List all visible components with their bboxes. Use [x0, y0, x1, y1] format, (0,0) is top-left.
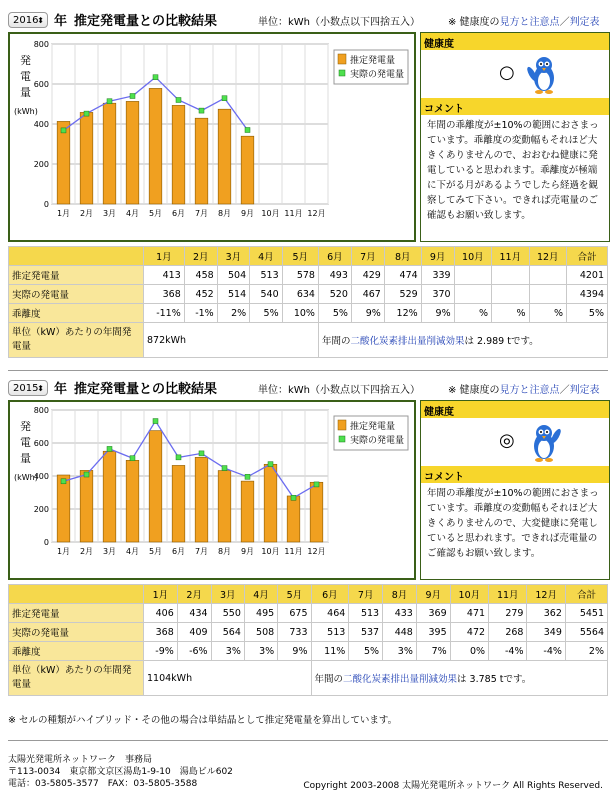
- x-tick-label: 10月: [261, 547, 280, 556]
- table-cell: 513: [311, 623, 349, 642]
- table-cell: 493: [318, 266, 351, 285]
- month-header: 7月: [351, 247, 384, 266]
- legend-swatch-bar: [338, 420, 346, 430]
- unit-note: 単位：kWh（小数点以下四捨五入）: [258, 17, 421, 28]
- year-select[interactable]: [8, 12, 48, 28]
- penguin-icon: [527, 422, 561, 462]
- table-cell: 634: [282, 285, 318, 304]
- month-header: 5月: [282, 247, 318, 266]
- data-point: [199, 108, 204, 113]
- table-row: [9, 285, 608, 304]
- table-cell: 474: [384, 266, 421, 285]
- month-header: 1月: [144, 585, 178, 604]
- table-cell: [454, 285, 491, 304]
- table-cell: 458: [184, 266, 217, 285]
- x-tick-label: 1月: [56, 209, 71, 218]
- health-link-prefix: ※ 健康度の: [448, 385, 500, 396]
- health-link-prefix: ※ 健康度の: [448, 17, 500, 28]
- x-tick-label: 9月: [240, 547, 255, 556]
- x-tick-label: 10月: [261, 209, 280, 218]
- month-header: 7月: [349, 585, 383, 604]
- legend: [334, 50, 408, 84]
- comment-text: 年間の乖離度が±10%の範囲におさまっています。乖離度の変動幅もそれほど大きくありませんので、おおむね健康に発電していると思われます。乖離度が極端に下がる月があるようでしたら経過を観察してみて下さい。できれば売電量のご確認もお願い致します。: [427, 120, 599, 221]
- x-tick-label: 5月: [148, 209, 163, 218]
- table-cell: 472: [450, 623, 488, 642]
- co2-cell: [318, 323, 607, 358]
- bar: [80, 112, 93, 204]
- table-cell: 413: [144, 266, 185, 285]
- x-tick-label: 12月: [307, 547, 326, 556]
- bar: [195, 457, 208, 542]
- x-tick-label: 12月: [307, 209, 326, 218]
- month-header: 9月: [421, 247, 454, 266]
- table-cell: [529, 285, 566, 304]
- y-tick-label: 200: [33, 505, 49, 514]
- table-cell: 5%: [349, 642, 383, 661]
- row-label: 推定発電量: [9, 266, 144, 285]
- y-axis-unit: (kWh): [14, 473, 38, 482]
- table-cell: 7%: [416, 642, 450, 661]
- penguin-icon: [527, 54, 561, 94]
- y-axis-label: 量: [20, 86, 31, 99]
- bar: [126, 101, 139, 204]
- data-point: [314, 482, 319, 487]
- x-tick-label: 9月: [240, 209, 255, 218]
- chevron-updown-icon: ⬍: [37, 384, 44, 393]
- data-point: [130, 456, 135, 461]
- table-cell: 368: [144, 285, 185, 304]
- bar: [103, 103, 116, 204]
- x-tick-label: 2月: [79, 547, 94, 556]
- x-tick-label: 8月: [217, 547, 232, 556]
- data-table: [8, 246, 608, 358]
- data-point: [130, 94, 135, 99]
- bar: [80, 470, 93, 542]
- month-header: 11月: [492, 247, 529, 266]
- table-cell: 368: [144, 623, 178, 642]
- table-corner: [9, 585, 144, 604]
- legend-label: 推定発電量: [350, 56, 396, 66]
- table-cell: 349: [527, 623, 565, 642]
- table-cell: 733: [278, 623, 311, 642]
- y-tick-label: 0: [43, 200, 49, 209]
- bar: [218, 109, 231, 204]
- section-header: [8, 10, 608, 34]
- section-title: 推定発電量との比較結果: [74, 382, 218, 397]
- month-header: 9月: [416, 585, 450, 604]
- bar: [126, 460, 139, 542]
- year-select-value: 2016: [13, 15, 39, 26]
- table-cell: 370: [421, 285, 454, 304]
- month-header: 11月: [489, 585, 527, 604]
- row-label: 実際の発電量: [9, 623, 144, 642]
- legend-swatch-line: [339, 436, 345, 442]
- table-cell: 11%: [311, 642, 349, 661]
- month-header: 12月: [529, 247, 566, 266]
- table-cell: 395: [416, 623, 450, 642]
- footer-address: 〒113-0034 東京都文京区湯島1-9-10 湯島ビル602: [8, 767, 233, 777]
- per-kw-label: 単位（kW）あたりの年間発電量: [9, 661, 144, 696]
- table-cell: 406: [144, 604, 178, 623]
- table-row: [9, 642, 608, 661]
- table-cell: 339: [421, 266, 454, 285]
- judgement-table-link[interactable]: 判定表: [569, 17, 600, 28]
- y-axis-label: 電: [20, 70, 31, 83]
- table-cell: 3%: [211, 642, 244, 661]
- bar: [57, 475, 70, 542]
- link-separator: ／: [559, 385, 570, 396]
- row-label: 実際の発電量: [9, 285, 144, 304]
- table-cell: 9%: [278, 642, 311, 661]
- data-point: [107, 446, 112, 451]
- comment-text: 年間の乖離度が±10%の範囲におさまっています。乖離度の変動幅もそれほど大きくありませんので、大変健康に発電していると思われます。できれば売電量のご確認もお願い致します。: [427, 488, 599, 559]
- section-divider: [8, 370, 608, 371]
- table-cell: 529: [384, 285, 421, 304]
- guide-link[interactable]: 見方と注意点: [499, 17, 560, 28]
- table-cell: 0%: [450, 642, 488, 661]
- month-header: 4月: [250, 247, 282, 266]
- legend-swatch-line: [339, 70, 345, 76]
- table-cell: 3%: [383, 642, 417, 661]
- y-axis-label: 発: [20, 420, 31, 433]
- month-header: 3月: [211, 585, 244, 604]
- month-header: 2月: [184, 247, 217, 266]
- data-point: [245, 474, 250, 479]
- total-cell: 5564: [565, 623, 607, 642]
- table-cell: 433: [383, 604, 417, 623]
- bar: [172, 105, 185, 204]
- table-cell: %: [454, 304, 491, 323]
- table-row: [9, 623, 608, 642]
- co2-link[interactable]: 二酸化炭素排出量削減効果: [343, 674, 458, 685]
- table-cell: 3%: [244, 642, 277, 661]
- month-header: 1月: [144, 247, 185, 266]
- table-cell: 409: [177, 623, 211, 642]
- chart: [10, 34, 414, 240]
- month-header: 10月: [450, 585, 488, 604]
- co2-prefix: 年間の: [321, 336, 351, 347]
- table-row: [9, 323, 608, 358]
- year-select[interactable]: [8, 380, 48, 396]
- table-cell: 12%: [384, 304, 421, 323]
- table-cell: 564: [211, 623, 244, 642]
- table-cell: 495: [244, 604, 277, 623]
- y-tick-label: 800: [33, 406, 49, 415]
- legend: [334, 416, 408, 450]
- month-header: 6月: [311, 585, 349, 604]
- y-tick-label: 200: [33, 160, 49, 169]
- total-header: 合計: [565, 585, 607, 604]
- data-point: [291, 495, 296, 500]
- table-cell: 513: [250, 266, 282, 285]
- data-point: [61, 128, 66, 133]
- table-cell: [454, 266, 491, 285]
- month-header: 8月: [384, 247, 421, 266]
- table-cell: [492, 266, 529, 285]
- table-row: [9, 266, 608, 285]
- table-cell: 279: [489, 604, 527, 623]
- health-label: 健康度: [421, 401, 609, 418]
- per-kw-label: 単位（kW）あたりの年間発電量: [9, 323, 144, 358]
- x-tick-label: 4月: [125, 209, 140, 218]
- x-tick-label: 6月: [171, 547, 186, 556]
- table-cell: 675: [278, 604, 311, 623]
- table-cell: 369: [416, 604, 450, 623]
- month-header: 10月: [454, 247, 491, 266]
- bar: [310, 482, 323, 542]
- guide-link[interactable]: 見方と注意点: [499, 385, 560, 396]
- table-cell: 452: [184, 285, 217, 304]
- table-cell: %: [529, 304, 566, 323]
- month-header: 8月: [383, 585, 417, 604]
- month-header: 12月: [527, 585, 565, 604]
- table-cell: 429: [351, 266, 384, 285]
- month-header: 4月: [244, 585, 277, 604]
- bar: [57, 121, 70, 204]
- total-cell: 4201: [566, 266, 607, 285]
- health-indicator: [421, 50, 609, 98]
- table-cell: 537: [349, 623, 383, 642]
- year-select-value: 2015: [13, 383, 39, 394]
- data-table: [8, 584, 608, 696]
- table-cell: 268: [489, 623, 527, 642]
- table-corner: [9, 247, 144, 266]
- data-point: [153, 75, 158, 80]
- row-label: 乖離度: [9, 304, 144, 323]
- footer-divider: [8, 740, 608, 741]
- table-cell: 578: [282, 266, 318, 285]
- x-tick-label: 5月: [148, 547, 163, 556]
- table-cell: 520: [318, 285, 351, 304]
- x-tick-label: 7月: [194, 547, 209, 556]
- table-cell: [529, 266, 566, 285]
- table-cell: 9%: [351, 304, 384, 323]
- comment-label: コメント: [421, 466, 609, 483]
- table-row: [9, 604, 608, 623]
- bar: [287, 496, 300, 542]
- health-panel: [420, 32, 610, 242]
- legend-swatch-bar: [338, 54, 346, 64]
- table-cell: 2%: [217, 304, 249, 323]
- total-cell: 4394: [566, 285, 607, 304]
- copyright: Copyright 2003-2008 太陽光発電所ネットワーク All Rights Reserved.: [303, 781, 603, 791]
- link-separator: ／: [559, 17, 570, 28]
- data-point: [199, 451, 204, 456]
- footnote: ※ セルの種類がハイブリッド・その他の場合は単結晶として推定発電量を算出しています。: [8, 715, 398, 726]
- data-point: [222, 466, 227, 471]
- judgement-table-link[interactable]: 判定表: [569, 385, 600, 396]
- chart-box: [8, 400, 416, 580]
- x-tick-label: 1月: [56, 547, 71, 556]
- year-unit: 年: [54, 382, 68, 397]
- table-cell: -6%: [177, 642, 211, 661]
- bar: [241, 136, 254, 204]
- co2-cell: [311, 661, 608, 696]
- table-cell: 508: [244, 623, 277, 642]
- table-cell: 9%: [421, 304, 454, 323]
- table-header-row: [9, 247, 608, 266]
- x-tick-label: 11月: [284, 547, 303, 556]
- table-cell: -1%: [184, 304, 217, 323]
- y-axis-label: 量: [20, 452, 31, 465]
- co2-suffix: は 3.785 tです。: [457, 674, 532, 685]
- bar: [149, 431, 162, 542]
- health-indicator: [421, 418, 609, 466]
- table-cell: 550: [211, 604, 244, 623]
- x-tick-label: 7月: [194, 209, 209, 218]
- y-axis-unit: (kWh): [14, 107, 38, 116]
- section-header: [8, 378, 608, 402]
- table-cell: -4%: [527, 642, 565, 661]
- data-point: [268, 462, 273, 467]
- table-cell: 464: [311, 604, 349, 623]
- table-cell: 471: [450, 604, 488, 623]
- data-point: [245, 128, 250, 133]
- table-row: [9, 304, 608, 323]
- table-cell: 448: [383, 623, 417, 642]
- data-point: [84, 472, 89, 477]
- legend-label: 推定発電量: [350, 422, 396, 432]
- table-row: [9, 661, 608, 696]
- comment-label: コメント: [421, 98, 609, 115]
- x-tick-label: 2月: [79, 209, 94, 218]
- y-tick-label: 400: [33, 120, 49, 129]
- bar: [103, 451, 116, 542]
- year-unit: 年: [54, 14, 68, 29]
- section-2015: [0, 378, 615, 708]
- footer-org: 太陽光発電所ネットワーク 事務局: [8, 755, 153, 765]
- bar: [264, 464, 277, 542]
- legend-label: 実際の発電量: [350, 436, 405, 446]
- table-cell: -9%: [144, 642, 178, 661]
- data-point: [176, 455, 181, 460]
- month-header: 5月: [278, 585, 311, 604]
- health-symbol: ◎: [499, 430, 515, 451]
- table-cell: -4%: [489, 642, 527, 661]
- table-header-row: [9, 585, 608, 604]
- table-cell: 514: [217, 285, 249, 304]
- total-header: 合計: [566, 247, 607, 266]
- health-symbol: ○: [499, 62, 515, 83]
- table-cell: 434: [177, 604, 211, 623]
- data-point: [107, 99, 112, 104]
- unit-note: 単位：kWh（小数点以下四捨五入）: [258, 385, 421, 396]
- month-header: 6月: [318, 247, 351, 266]
- per-kw-value: 1104kWh: [144, 661, 312, 696]
- co2-link[interactable]: 二酸化炭素排出量削減効果: [350, 336, 465, 347]
- co2-suffix: は 2.989 tです。: [464, 336, 539, 347]
- x-tick-label: 3月: [102, 209, 117, 218]
- co2-prefix: 年間の: [314, 674, 344, 685]
- table-cell: 5%: [250, 304, 282, 323]
- data-point: [84, 111, 89, 116]
- section-2016: [0, 10, 615, 370]
- x-tick-label: 4月: [125, 547, 140, 556]
- data-point: [153, 419, 158, 424]
- table-cell: 10%: [282, 304, 318, 323]
- month-header: 3月: [217, 247, 249, 266]
- health-links: [448, 381, 600, 396]
- table-cell: -11%: [144, 304, 185, 323]
- per-kw-value: 872kWh: [144, 323, 319, 358]
- y-tick-label: 400: [33, 472, 49, 481]
- x-tick-label: 3月: [102, 547, 117, 556]
- y-tick-label: 800: [33, 40, 49, 49]
- table-cell: 5%: [318, 304, 351, 323]
- table-cell: 540: [250, 285, 282, 304]
- footer: [8, 754, 233, 790]
- data-point: [176, 98, 181, 103]
- legend-label: 実際の発電量: [350, 70, 405, 80]
- health-label: 健康度: [421, 33, 609, 50]
- y-tick-label: 0: [43, 538, 49, 547]
- table-cell: 504: [217, 266, 249, 285]
- y-tick-label: 600: [33, 439, 49, 448]
- table-cell: [492, 285, 529, 304]
- section-title: 推定発電量との比較結果: [74, 14, 218, 29]
- row-label: 乖離度: [9, 642, 144, 661]
- bar: [149, 88, 162, 204]
- chevron-updown-icon: ⬍: [37, 16, 44, 25]
- row-label: 推定発電量: [9, 604, 144, 623]
- table-cell: 513: [349, 604, 383, 623]
- y-axis-label: 発: [20, 54, 31, 67]
- x-tick-label: 6月: [171, 209, 186, 218]
- health-panel: [420, 400, 610, 580]
- x-tick-label: 8月: [217, 209, 232, 218]
- month-header: 2月: [177, 585, 211, 604]
- data-point: [61, 479, 66, 484]
- chart-box: [8, 32, 416, 242]
- total-cell: 5451: [565, 604, 607, 623]
- y-axis-label: 電: [20, 436, 31, 449]
- chart: [10, 402, 414, 578]
- health-links: [448, 13, 600, 28]
- bar: [241, 481, 254, 542]
- bar: [218, 471, 231, 542]
- data-point: [222, 96, 227, 101]
- total-cell: 5%: [566, 304, 607, 323]
- bar: [195, 118, 208, 204]
- table-cell: 467: [351, 285, 384, 304]
- table-cell: %: [492, 304, 529, 323]
- y-tick-label: 600: [33, 80, 49, 89]
- bar: [172, 465, 185, 542]
- x-tick-label: 11月: [284, 209, 303, 218]
- total-cell: 2%: [565, 642, 607, 661]
- footer-phone: 電話：03-5805-3577 FAX：03-5805-3588: [8, 779, 198, 789]
- table-cell: 362: [527, 604, 565, 623]
